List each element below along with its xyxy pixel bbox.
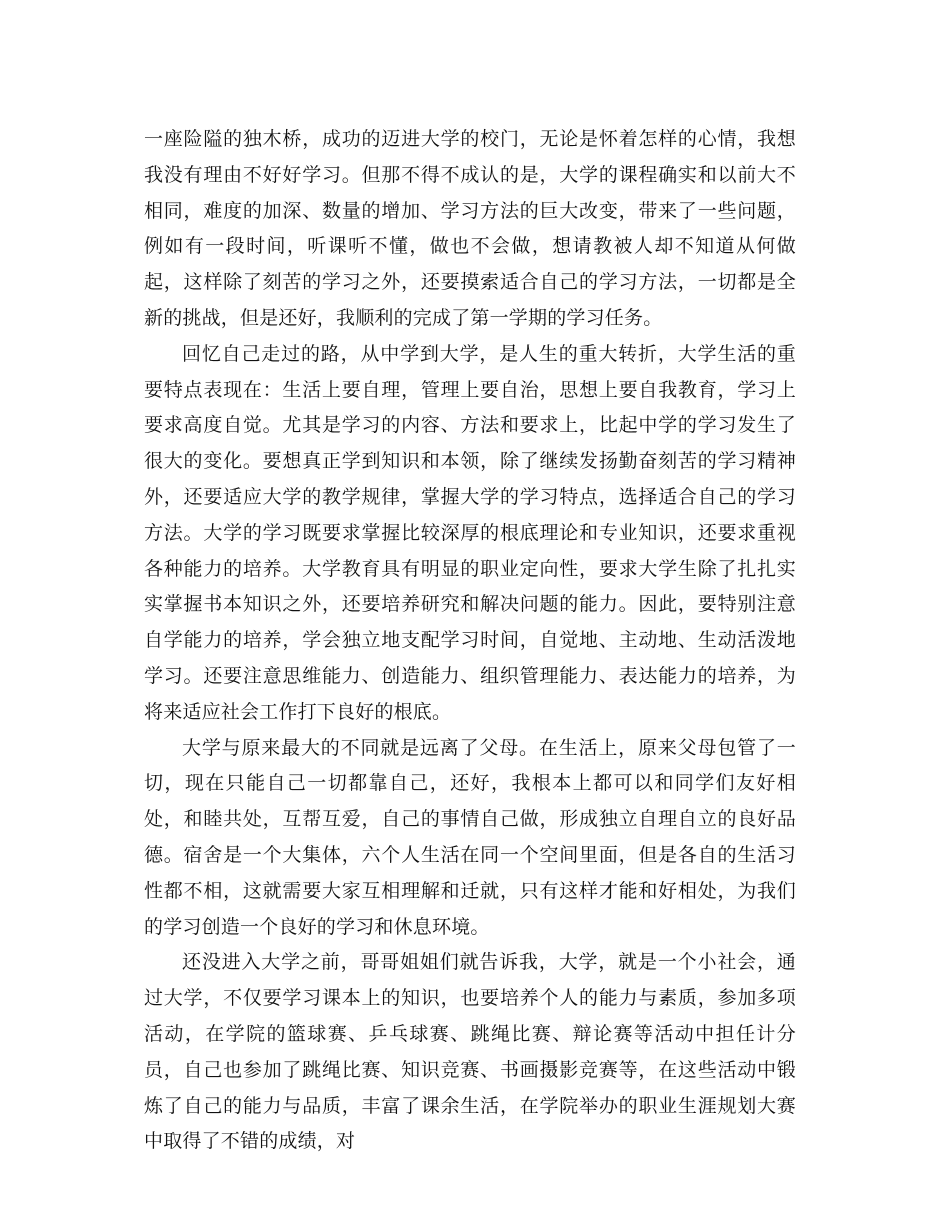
paragraph-independence: 大学与原来最大的不同就是远离了父母。在生活上，原来父母包管了一切，现在只能自己一切都靠自己，还好，我根本上都可以和同学们友好相处，和睦共处，互帮互爱，自己的事情自己做，形成独立自理自立的良好品德。宿舍是一个大集体，六个人生活在同一个空间里面，但是各自的生活习性都不相，这就需要大家互相理解和迁就，只有这样才能和好相处，为我们的学习创造一个良好的学习和休息环境。 [144,736,796,938]
paragraph-activities: 还没进入大学之前，哥哥姐姐们就告诉我，大学，就是一个小社会，通过大学，不仅要学习课本上的知识，也要培养个人的能力与素质，参加多项活动，在学院的篮球赛、乒乓球赛、跳绳比赛、辩论赛等活动中担任计分员，自己也参加了跳绳比赛、知识竞赛、书画摄影竞赛等，在这些活动中锻炼了自己的能力与品质，丰富了课余生活，在学院举办的职业生涯规划大赛中取得了不错的成绩，对 [144,951,796,1153]
paragraph-recollection: 回忆自己走过的路，从中学到大学，是人生的重大转折，大学生活的重要特点表现在：生活上要自理，管理上要自治，思想上要自我教育，学习上要求高度自觉。尤其是学习的内容、方法和要求上，比起中学的学习发生了很大的变化。要想真正学到知识和本领，除了继续发扬勤奋刻苦的学习精神外，还要适应大学的教学规律，掌握大学的学习特点，选择适合自己的学习方法。大学的学习既要求掌握比较深厚的根底理论和专业知识，还要求重视各种能力的培养。大学教育具有明显的职业定向性，要求大学生除了扎扎实实掌握书本知识之外，还要培养研究和解决问题的能力。因此，要特别注意自学能力的培养，学会独立地支配学习时间，自觉地、主动地、生动活泼地学习。还要注意思维能力、创造能力、组织管理能力、表达能力的培养，为将来适应社会工作打下良好的根底。 [144,342,796,723]
document-body [144,122,796,1160]
paragraph-continued: 一座险隘的独木桥，成功的迈进大学的校门，无论是怀着怎样的心情，我想我没有理由不好好学习。但那不得不成认的是，大学的课程确实和以前大不相同，难度的加深、数量的增加、学习方法的巨大改变，带来了一些问题，例如有一段时间，听课听不懂，做也不会做，想请教被人却不知道从何做起，这样除了刻苦的学习之外，还要摸索适合自己的学习方法，一切都是全新的挑战，但是还好，我顺利的完成了第一学期的学习任务。 [144,128,796,329]
